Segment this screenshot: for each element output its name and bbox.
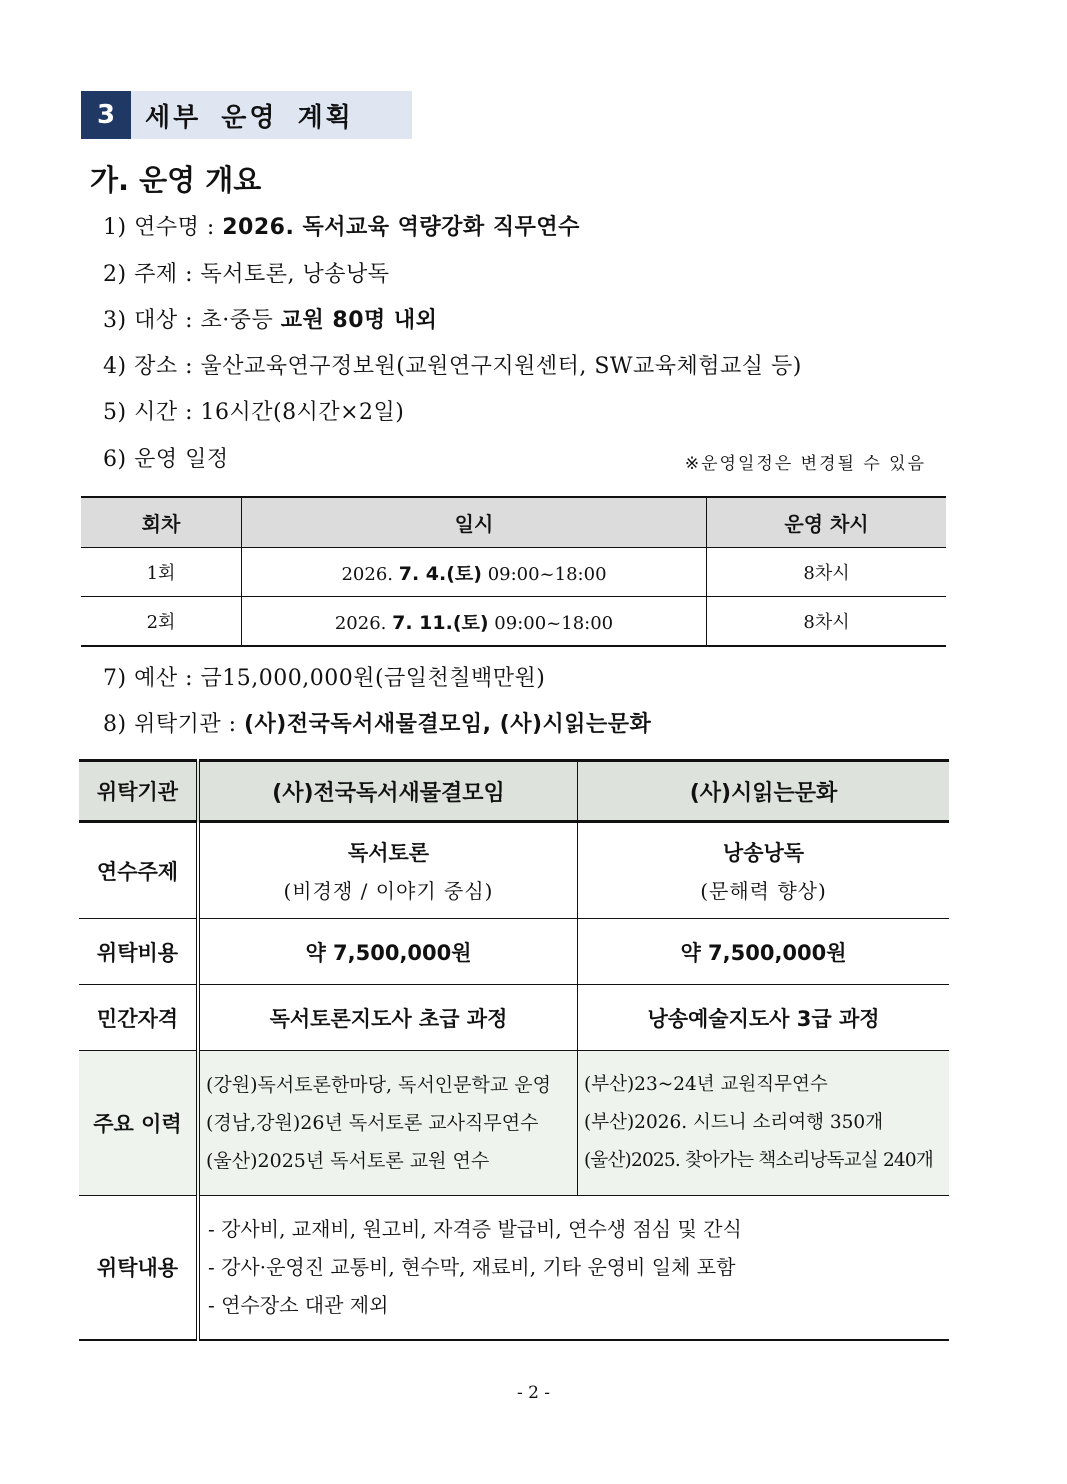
cost-a-cell: 약 7,500,000원 bbox=[198, 919, 578, 985]
schedule-table bbox=[81, 496, 946, 647]
table-row-consign bbox=[79, 1196, 949, 1340]
table-header-row bbox=[81, 497, 946, 548]
page-number: - 2 - bbox=[516, 1383, 551, 1403]
sessions-cell: 8차시 bbox=[707, 597, 947, 647]
table-row-cert bbox=[79, 985, 949, 1051]
table-header-row bbox=[79, 761, 949, 822]
section-header bbox=[81, 91, 412, 139]
table-row bbox=[81, 548, 946, 597]
table-row-cost bbox=[79, 919, 949, 985]
history-b-cell: (부산)23~24년 교원직무연수 (부산)2026. 시드니 소리여행 350개 (울산)2025. 찾아가는 책소리낭독교실 240개 bbox=[578, 1051, 950, 1196]
cost-b-cell: 약 7,500,000원 bbox=[578, 919, 950, 985]
header-org-a: (사)전국독서새물결모임 bbox=[198, 761, 578, 822]
schedule-note: ※운영일정은 변경될 수 있음 bbox=[684, 454, 926, 474]
round-cell: 1회 bbox=[81, 548, 242, 597]
row-label-history: 주요 이력 bbox=[79, 1051, 198, 1196]
item-course-name: 1) 연수명 : 2026. 독서교육 역량강화 직무연수 bbox=[103, 215, 580, 240]
row-label-consign: 위탁내용 bbox=[79, 1196, 198, 1340]
cert-b-cell: 낭송예술지도사 3급 과정 bbox=[578, 985, 950, 1051]
header-sessions: 운영 차시 bbox=[707, 497, 947, 548]
history-a-cell: (강원)독서토론한마당, 독서인문학교 운영 (경남,강원)26년 독서토론 교사직무연수 (울산)2025년 독서토론 교원 연수 bbox=[198, 1051, 578, 1196]
consign-cell: - 강사비, 교재비, 원고비, 자격증 발급비, 연수생 점심 및 간식 - 강사·운영진 교통비, 현수막, 재료비, 기타 운영비 일체 포함 - 연수장소 대관 제외 bbox=[198, 1196, 949, 1340]
course-name-value: 2026. 독서교육 역량강화 직무연수 bbox=[222, 215, 580, 240]
header-org: 위탁기관 bbox=[79, 761, 198, 822]
item-schedule: 6) 운영 일정 bbox=[103, 447, 229, 472]
item-venue: 4) 장소 : 울산교육연구정보원(교원연구지원센터, SW교육체험교실 등) bbox=[103, 354, 802, 379]
topic-b-cell: 낭송낭독 (문해력 향상) bbox=[578, 822, 950, 919]
row-label-cert: 민간자격 bbox=[79, 985, 198, 1051]
table-row-history bbox=[79, 1051, 949, 1196]
consignee-table bbox=[79, 759, 949, 1341]
section-title: 세부 운영 계획 bbox=[145, 102, 354, 133]
subheading: 가. 운영 개요 bbox=[90, 163, 262, 197]
table-row-topic bbox=[79, 822, 949, 919]
item-topic: 2) 주제 : 독서토론, 낭송낭독 bbox=[103, 262, 390, 287]
item-consignee: 8) 위탁기관 : (사)전국독서새물결모임, (사)시읽는문화 bbox=[103, 712, 652, 737]
item-time: 5) 시간 : 16시간(8시간×2일) bbox=[103, 400, 405, 425]
cert-a-cell: 독서토론지도사 초급 과정 bbox=[198, 985, 578, 1051]
target-bold: 교원 80명 내외 bbox=[280, 308, 438, 333]
header-date: 일시 bbox=[242, 497, 707, 548]
topic-a-cell: 독서토론 (비경쟁 / 이야기 중심) bbox=[198, 822, 578, 919]
table-row bbox=[81, 597, 946, 647]
header-round: 회차 bbox=[81, 497, 242, 548]
consignee-value: (사)전국독서새물결모임, (사)시읽는문화 bbox=[244, 712, 652, 737]
item-target: 3) 대상 : 초·중등 교원 80명 내외 bbox=[103, 308, 438, 333]
round-cell: 2회 bbox=[81, 597, 242, 647]
row-label-topic: 연수주제 bbox=[79, 822, 198, 919]
row-label-cost: 위탁비용 bbox=[79, 919, 198, 985]
date-cell: 2026. 7. 4.(토) 09:00~18:00 bbox=[242, 548, 707, 597]
header-org-b: (사)시읽는문화 bbox=[578, 761, 950, 822]
sessions-cell: 8차시 bbox=[707, 548, 947, 597]
section-number: 3 bbox=[81, 91, 131, 139]
item-budget: 7) 예산 : 금15,000,000원(금일천칠백만원) bbox=[103, 666, 546, 691]
date-cell: 2026. 7. 11.(토) 09:00~18:00 bbox=[242, 597, 707, 647]
